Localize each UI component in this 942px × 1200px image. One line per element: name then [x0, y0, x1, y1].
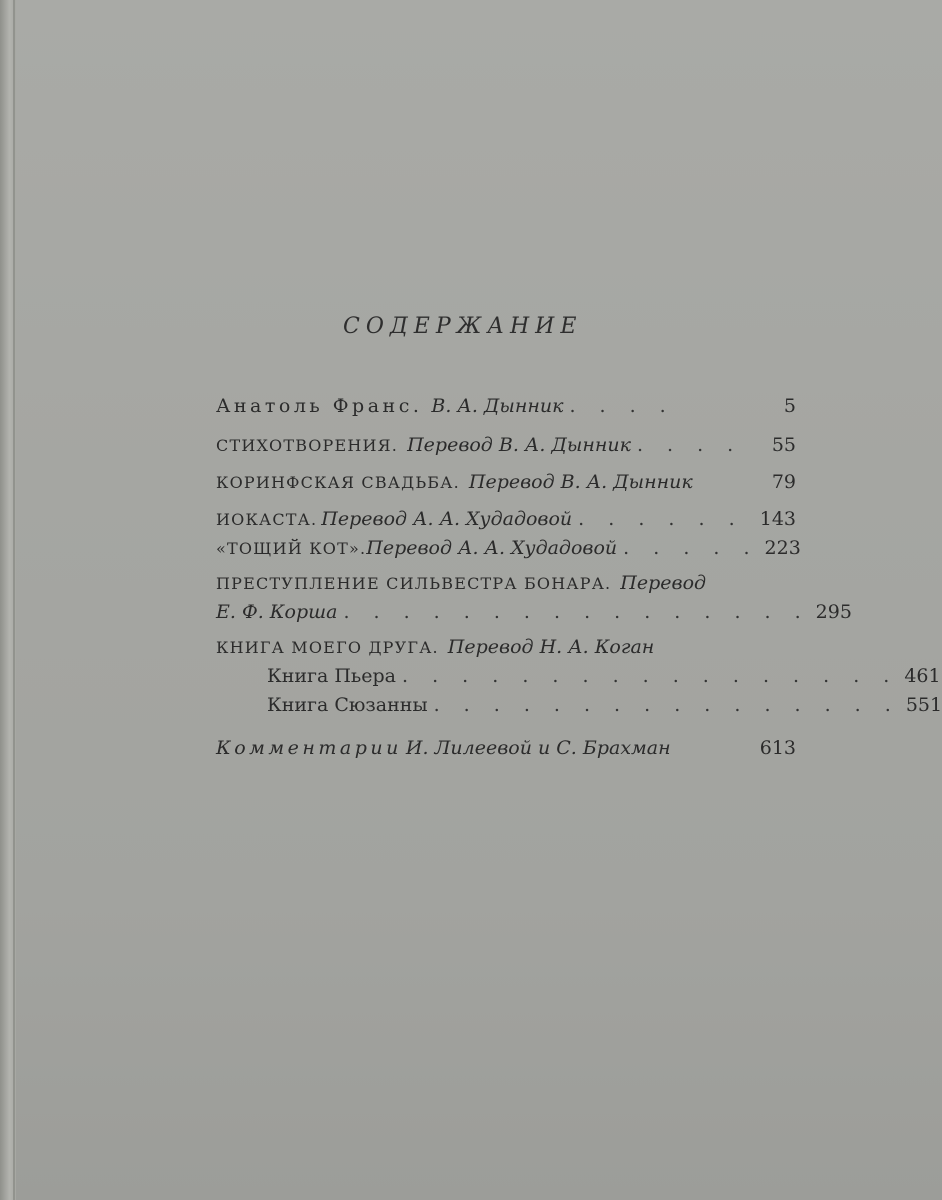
toc-entry-title: ПРЕСТУПЛЕНИЕ СИЛЬВЕСТРА БОНАРА. — [216, 574, 612, 593]
toc-page-number: 79 — [771, 471, 796, 493]
toc-entry-title: Комментарии — [216, 737, 402, 759]
toc-page-number: 613 — [759, 737, 796, 759]
toc-leader-dots: . . . . . . . . . . . . . . . . — [343, 601, 810, 623]
toc-page-number: 295 — [815, 601, 852, 623]
toc-entry-my-friends-book — [216, 633, 796, 662]
toc-page-number: 461 — [904, 665, 941, 687]
toc-subentry-suzanne — [216, 691, 942, 720]
toc-entry-translator: Перевод В. А. Дынник — [468, 471, 693, 493]
toc-entry-title: ИОКАСТА. — [216, 510, 318, 529]
toc-page-number: 5 — [783, 395, 796, 417]
toc-entry-title: КНИГА МОЕГО ДРУГА. — [216, 638, 439, 657]
contents-heading: СОДЕРЖАНИЕ — [343, 314, 583, 339]
toc-entry-title: СТИХОТВОРЕНИЯ. — [216, 436, 399, 455]
toc-entry-translator-name: Е. Ф. Корша — [216, 601, 338, 623]
toc-entry-corinthian-wedding — [216, 468, 796, 497]
toc-entry-bonnard-line2 — [216, 598, 852, 627]
toc-entry-thin-cat — [216, 534, 801, 563]
toc-page-number: 223 — [764, 537, 801, 559]
toc-entry-translator: Перевод Н. А. Коган — [447, 636, 655, 658]
toc-entry-author: В. А. Дынник — [431, 395, 564, 417]
toc-entry-bonnard-line1 — [216, 569, 796, 598]
toc-subentry-pierre — [216, 662, 941, 691]
toc-leader-dots: . . . . . . — [578, 508, 744, 530]
toc-entry-translator: Перевод А. А. Худадовой — [366, 537, 618, 559]
toc-entry-poems — [216, 431, 796, 460]
toc-entry-translator: Перевод А. А. Худадовой — [321, 508, 573, 530]
toc-entry-anatole-france — [216, 392, 796, 421]
toc-entry-title: Анатоль Франс. — [216, 395, 423, 417]
toc-subentry-title: Книга Сюзанны — [267, 694, 428, 716]
toc-page-number: 143 — [759, 508, 796, 530]
toc-subentry-title: Книга Пьера — [267, 665, 397, 687]
toc-leader-dots: . . . . . — [623, 537, 759, 559]
toc-entry-translator: Перевод — [620, 572, 707, 594]
toc-entry-jocasta — [216, 505, 796, 534]
toc-entry-commentary — [216, 734, 796, 763]
toc-leader-dots: . . . . — [636, 434, 743, 456]
toc-leader-dots: . . . . — [569, 395, 675, 417]
toc-entry-translator: Перевод В. А. Дынник — [407, 434, 631, 456]
toc-entry-title: КОРИНФСКАЯ СВАДЬБА. — [216, 473, 460, 492]
toc-leader-dots: . . . . . . . . . . . . . . . . — [433, 694, 900, 716]
toc-entry-authors: И. Лилеевой и С. Брахман — [405, 737, 671, 759]
toc-page-number: 551 — [905, 694, 942, 716]
table-of-contents — [216, 392, 942, 763]
toc-leader-dots: . . . . . . . . . . . . . . . . . — [402, 665, 899, 687]
toc-page-number: 55 — [771, 434, 796, 456]
toc-entry-title: «ТОЩИЙ КОТ». — [216, 539, 367, 558]
